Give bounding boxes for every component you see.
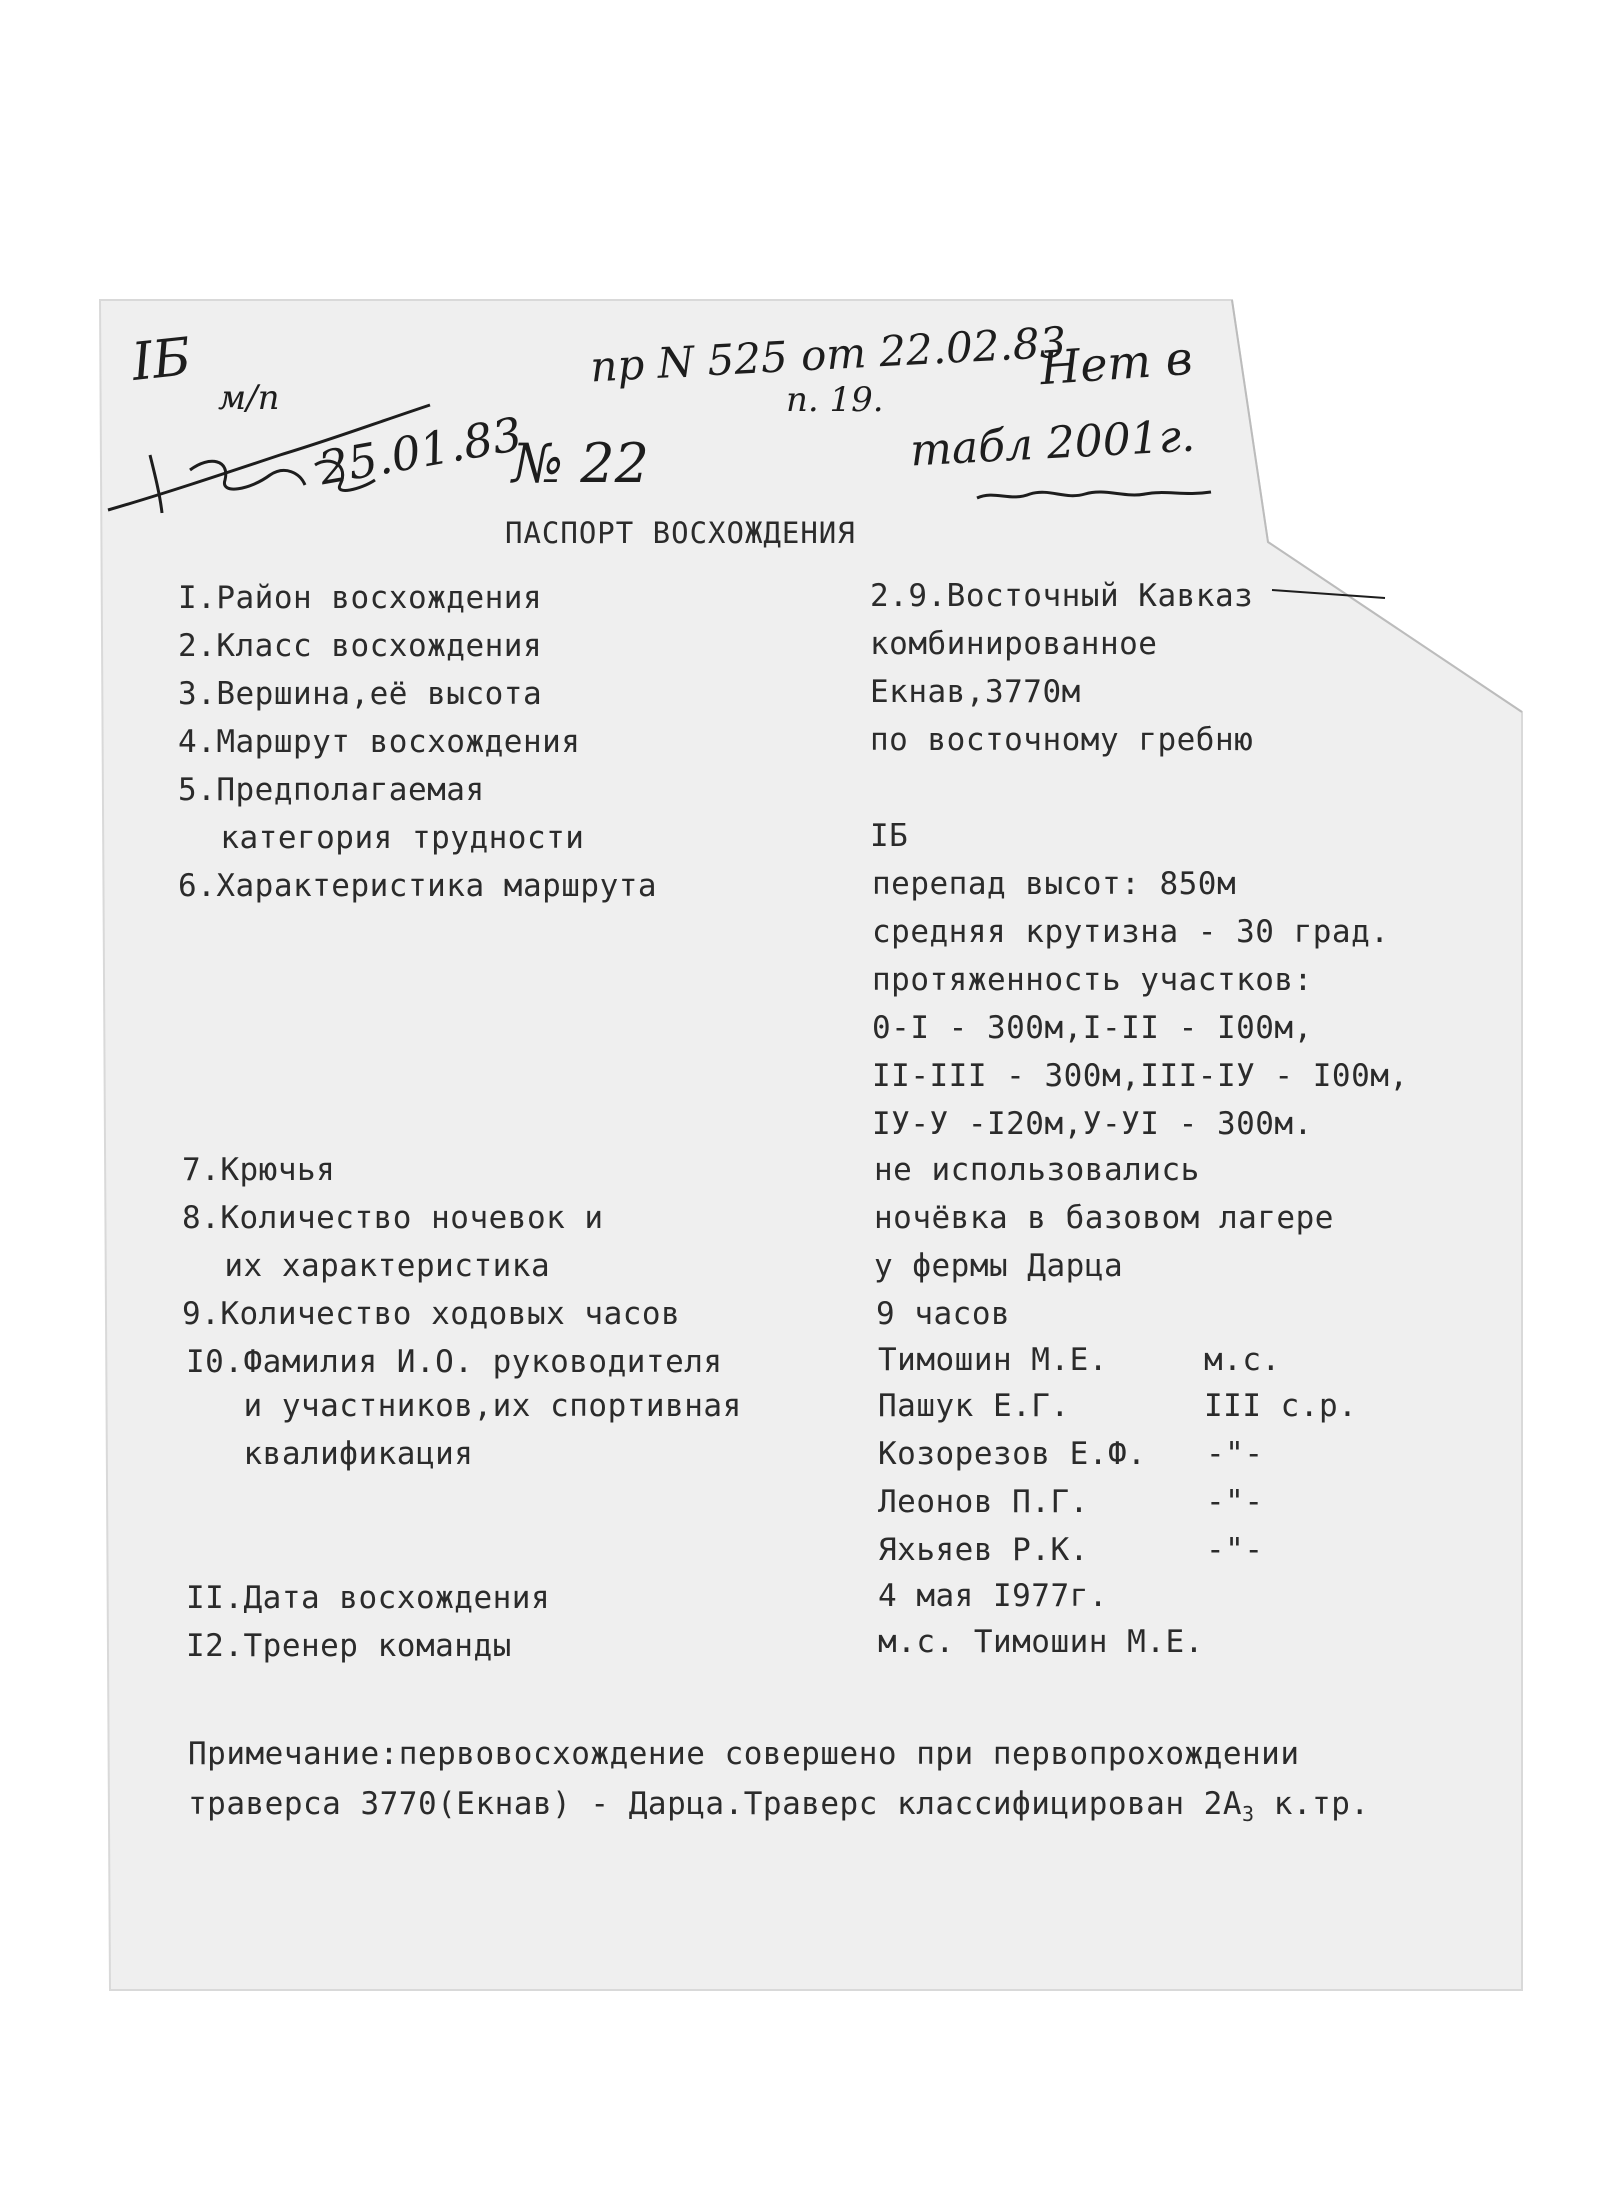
value-11: 4 мая I977г. <box>878 1578 1108 1614</box>
label-11: II.Дата восхождения <box>186 1580 551 1616</box>
label-7: 7.Крючья <box>182 1152 336 1188</box>
label-8b: их характеристика <box>186 1248 551 1284</box>
value-4: по восточному гребню <box>870 722 1254 758</box>
participant-3: Козорезов Е.Ф. <box>878 1436 1147 1472</box>
handwritten-date: 25.01.83 <box>314 406 526 496</box>
value-8b: у фермы Дарца <box>874 1248 1124 1284</box>
handwritten-number: № 22 <box>512 432 649 495</box>
label-9: 9.Количество ходовых часов <box>182 1296 681 1332</box>
handwritten-note-line1: Нет в <box>1038 330 1195 396</box>
value-6f: IУ-У -I20м,У-УI - 300м. <box>872 1106 1313 1142</box>
note-subscript: 3 <box>1242 1802 1255 1827</box>
qualification-3: -"- <box>1206 1436 1264 1472</box>
value-3: Екнав,3770м <box>870 674 1081 710</box>
note-line-1: Примечание:первовосхождение совершено при первопрохождении <box>188 1736 1300 1772</box>
value-7: не использовались <box>874 1152 1200 1188</box>
label-10: I0.Фамилия И.О. руководителя <box>186 1344 723 1380</box>
participant-4: Леонов П.Г. <box>878 1484 1089 1520</box>
participant-5: Яхьяев Р.К. <box>878 1532 1089 1568</box>
value-6a: перепад высот: 850м <box>872 866 1237 902</box>
handwritten-note-line2: табл 2001г. <box>908 410 1197 477</box>
label-3: 3.Вершина,её высота <box>178 676 543 712</box>
label-5: 5.Предполагаемая <box>178 772 485 808</box>
qualification-5: -"- <box>1206 1532 1264 1568</box>
value-6b: средняя крутизна - 30 град. <box>872 914 1390 950</box>
value-6d: 0-I - 300м,I-II - I00м, <box>872 1010 1313 1046</box>
label-8: 8.Количество ночевок и <box>182 1200 604 1236</box>
note-line-2 <box>188 1786 1370 1826</box>
note-line-2-end: к.тр. <box>1254 1786 1370 1822</box>
handwritten-order: пр N 525 от 22.02.83 <box>589 317 1068 392</box>
label-12: I2.Тренер команды <box>186 1628 512 1664</box>
qualification-1: м.с. <box>1204 1342 1281 1378</box>
handwritten-grade: IБ <box>129 327 194 393</box>
qualification-4: -"- <box>1206 1484 1264 1520</box>
note-line-2-main: траверса 3770(Екнав) - Дарца.Траверс классифицирован 2А <box>188 1786 1242 1822</box>
value-2: комбинированное <box>870 626 1158 662</box>
value-5: IБ <box>870 818 909 854</box>
label-2: 2.Класс восхождения <box>178 628 543 664</box>
value-1: 2.9.Восточный Кавказ <box>870 578 1254 614</box>
label-10b: и участников,их спортивная <box>186 1388 742 1424</box>
handwritten-underline <box>975 482 1215 506</box>
value-6e: II-III - 300м,III-IУ - I00м, <box>872 1058 1409 1094</box>
arrow-mark <box>1270 570 1390 610</box>
label-1: I.Район восхождения <box>178 580 543 616</box>
label-5b: категория трудности <box>182 820 585 856</box>
qualification-2: III с.р. <box>1204 1388 1358 1424</box>
participant-1: Тимошин М.Е. <box>878 1342 1108 1378</box>
participant-2: Пашук Е.Г. <box>878 1388 1070 1424</box>
value-8a: ночёвка в базовом лагере <box>874 1200 1334 1236</box>
handwritten-item: п. 19. <box>786 380 884 420</box>
handwritten-mark: м/п <box>218 378 280 418</box>
page-title: ПАСПОРТ ВОСХОЖДЕНИЯ <box>505 516 856 550</box>
value-12: м.с. Тимошин М.Е. <box>878 1624 1204 1660</box>
value-6c: протяженность участков: <box>872 962 1313 998</box>
label-10c: квалификация <box>186 1436 474 1472</box>
label-6: 6.Характеристика маршрута <box>178 868 658 904</box>
value-9: 9 часов <box>876 1296 1011 1332</box>
label-4: 4.Маршрут восхождения <box>178 724 581 760</box>
